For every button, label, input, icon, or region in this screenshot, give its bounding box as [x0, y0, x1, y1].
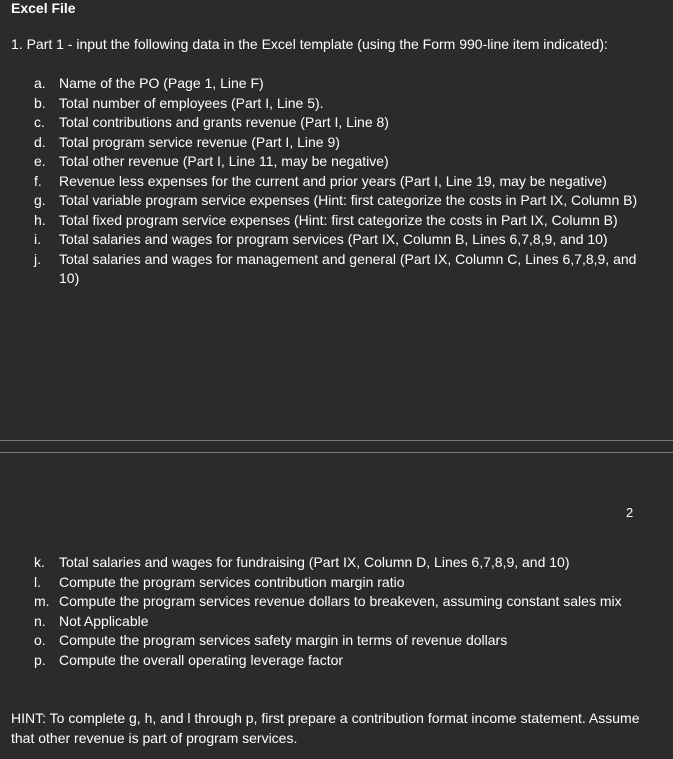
list-marker: l. — [34, 573, 41, 590]
list-item — [0, 94, 673, 114]
list-item — [0, 211, 673, 231]
list-item — [0, 612, 673, 632]
page-break-divider-top — [0, 440, 673, 441]
list-item — [0, 152, 673, 172]
requirements-list-page-1 — [0, 74, 673, 289]
list-item-text: Revenue less expenses for the current and prior years (Part I, Line 19, may be negative) — [59, 172, 607, 189]
list-item — [0, 573, 673, 593]
list-item — [0, 631, 673, 651]
list-item-text: Compute the program services safety margin in terms of revenue dollars — [59, 632, 508, 648]
list-marker: k. — [34, 554, 45, 570]
page-number: 2 — [626, 505, 634, 520]
list-marker: p. — [34, 651, 46, 668]
list-marker: b. — [34, 94, 46, 111]
list-marker: a. — [34, 75, 46, 91]
list-marker: g. — [34, 192, 46, 208]
list-item — [0, 191, 673, 211]
list-item — [0, 553, 673, 573]
list-item — [0, 172, 673, 192]
list-marker: f. — [34, 172, 42, 189]
list-item-text: Total number of employees (Part I, Line 5). — [59, 94, 324, 111]
list-item — [0, 651, 673, 671]
list-marker: i. — [34, 231, 41, 247]
page-break-divider-bottom — [0, 452, 673, 453]
list-item — [0, 230, 673, 250]
list-item — [0, 113, 673, 133]
list-marker: m. — [34, 593, 50, 609]
requirements-list-page-2 — [0, 553, 673, 670]
list-item-text: Total contributions and grants revenue (Part I, Line 8) — [59, 114, 389, 130]
list-marker: j. — [34, 250, 41, 267]
list-marker: o. — [34, 632, 46, 648]
list-marker: d. — [34, 133, 46, 150]
list-item-text: Total salaries and wages for program services (Part IX, Column B, Lines 6,7,8,9, and 10) — [59, 231, 608, 247]
intro-paragraph: 1. Part 1 - input the following data in the Excel template (using the Form 990-line item indicated): — [11, 36, 608, 52]
list-item-text: Compute the overall operating leverage factor — [59, 651, 344, 668]
list-item-text: Total variable program service expenses (Hint: first categorize the costs in Part IX, Column B) — [59, 192, 638, 208]
list-marker: c. — [34, 114, 45, 130]
list-item — [0, 74, 673, 94]
list-item — [0, 250, 673, 289]
list-item-text: Compute the program services contribution margin ratio — [59, 573, 405, 590]
list-item-text: Not Applicable — [59, 612, 149, 629]
list-marker: h. — [34, 211, 46, 228]
list-item-text: Total program service revenue (Part I, Line 9) — [59, 133, 340, 150]
list-item-text: Total salaries and wages for management and general (Part IX, Column C, Lines 6,7,8,9, and 10) — [59, 250, 637, 286]
list-item-text: Compute the program services revenue dollars to breakeven, assuming constant sales mix — [59, 593, 622, 609]
list-item-text: Name of the PO (Page 1, Line F) — [59, 75, 264, 91]
list-item — [0, 133, 673, 153]
list-item-text: Total fixed program service expenses (Hint: first categorize the costs in Part IX, Column B) — [59, 211, 618, 228]
list-item-text: Total salaries and wages for fundraising (Part IX, Column D, Lines 6,7,8,9, and 10) — [59, 554, 570, 570]
list-marker: n. — [34, 612, 46, 629]
list-item — [0, 592, 673, 612]
hint-paragraph: HINT: To complete g, h, and l through p, first prepare a contribution format income statement. Assume that other revenue is part of program services. — [11, 710, 640, 746]
list-item-text: Total other revenue (Part I, Line 11, may be negative) — [59, 153, 389, 169]
document-title: Excel File — [11, 0, 76, 16]
list-marker: e. — [34, 153, 46, 169]
